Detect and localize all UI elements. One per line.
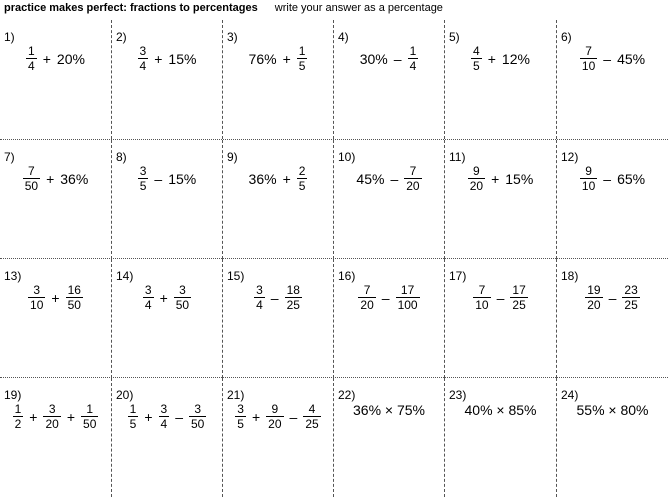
fraction-denominator: 4 — [409, 59, 417, 73]
fraction-numerator: 7 — [363, 283, 371, 297]
fraction-numerator: 4 — [473, 44, 480, 58]
fraction-numerator: 7 — [409, 164, 417, 178]
percentage-term: 15% — [168, 50, 197, 67]
operator: + — [154, 50, 163, 67]
fraction-numerator: 2 — [298, 164, 306, 178]
problem-expression — [445, 402, 556, 418]
operator: + — [29, 408, 38, 425]
fraction — [585, 283, 602, 312]
problem-expression — [223, 164, 333, 193]
operator: – — [390, 170, 399, 187]
problem-number: 4) — [338, 30, 349, 44]
fraction-denominator: 50 — [24, 179, 39, 193]
problem-cell — [556, 20, 668, 139]
fraction-numerator: 1 — [28, 44, 35, 58]
fraction-numerator: 9 — [585, 164, 592, 178]
fraction-numerator: 3 — [48, 402, 56, 416]
fraction-denominator: 2 — [14, 417, 22, 431]
percentage-term: 15% — [505, 170, 534, 187]
problem-expression — [445, 44, 556, 73]
fraction-denominator: 4 — [28, 59, 35, 73]
fraction-numerator: 17 — [400, 283, 415, 297]
problem-cell — [111, 20, 222, 139]
fraction-denominator: 100 — [397, 298, 418, 312]
problem-cell — [0, 378, 111, 497]
fraction-denominator: 4 — [144, 298, 152, 312]
fraction-denominator: 20 — [406, 179, 420, 193]
problem-expression — [445, 164, 556, 193]
fraction — [254, 283, 265, 312]
fraction — [174, 283, 191, 312]
percentage-term: 76% — [248, 50, 277, 67]
fraction-numerator: 3 — [160, 402, 168, 416]
fraction-denominator: 10 — [475, 298, 489, 312]
operator: + — [51, 289, 60, 306]
fraction-denominator: 4 — [160, 417, 168, 431]
problem-cell — [556, 140, 668, 259]
fraction-numerator: 1 — [409, 44, 417, 58]
operator: – — [608, 289, 617, 306]
fraction-denominator: 5 — [298, 59, 306, 73]
fraction-numerator: 9 — [473, 164, 480, 178]
percentage-term: 55% × 80% — [576, 402, 649, 418]
problem-number: 24) — [561, 388, 579, 402]
fraction-denominator: 10 — [581, 59, 596, 73]
problem-row — [0, 20, 668, 139]
problem-row — [0, 139, 668, 259]
operator: – — [270, 289, 279, 306]
problem-number: 11) — [449, 150, 466, 164]
percentage-term: 40% × 85% — [464, 402, 537, 418]
fraction-denominator: 10 — [30, 298, 44, 312]
percentage-term: 36% — [60, 170, 89, 187]
fraction — [138, 164, 149, 193]
fraction-numerator: 1 — [86, 402, 94, 416]
fraction-numerator: 3 — [237, 402, 244, 416]
fraction — [26, 44, 37, 73]
problem-number: 2) — [116, 30, 127, 44]
operator: + — [282, 170, 291, 187]
fraction-denominator: 10 — [581, 179, 596, 193]
problem-expression — [223, 44, 333, 73]
problem-number: 13) — [4, 269, 22, 283]
percentage-term: 12% — [501, 50, 530, 67]
problem-row — [0, 377, 668, 497]
operator: + — [66, 408, 76, 425]
problem-cell — [0, 259, 111, 378]
problem-expression — [334, 402, 444, 418]
fraction — [143, 283, 154, 312]
operator: + — [159, 289, 168, 306]
operator: + — [46, 170, 55, 187]
problem-number: 10) — [338, 150, 356, 164]
problem-expression — [223, 402, 333, 431]
problem-grid — [0, 20, 668, 497]
fraction — [622, 283, 639, 312]
fraction — [23, 164, 40, 193]
operator: + — [491, 170, 500, 187]
fraction-denominator: 50 — [191, 417, 205, 431]
worksheet-title: practice makes perfect: fractions to percentages — [4, 2, 258, 14]
fraction-denominator: 5 — [473, 59, 480, 73]
fraction-numerator: 19 — [587, 283, 601, 297]
problem-expression — [557, 402, 668, 418]
problem-cell — [333, 259, 444, 378]
fraction — [358, 283, 375, 312]
fraction-denominator: 5 — [129, 417, 137, 431]
fraction-denominator: 25 — [624, 298, 638, 312]
fraction — [189, 402, 206, 431]
problem-number: 5) — [449, 30, 460, 44]
fraction-numerator: 18 — [286, 283, 300, 297]
problem-cell — [444, 20, 556, 139]
fraction-numerator: 7 — [585, 44, 592, 58]
problem-cell — [111, 140, 222, 259]
operator: + — [42, 50, 51, 67]
problem-cell — [444, 140, 556, 259]
problem-expression — [557, 283, 668, 312]
fraction — [297, 164, 308, 193]
fraction-numerator: 1 — [129, 402, 137, 416]
worksheet-header — [4, 2, 443, 14]
operator: + — [144, 408, 153, 425]
fraction — [580, 164, 597, 193]
fraction — [468, 164, 485, 193]
problem-cell — [333, 140, 444, 259]
worksheet-instructions: write your answer as a percentage — [274, 2, 443, 14]
fraction — [266, 402, 283, 431]
fraction — [43, 402, 60, 431]
problem-cell — [0, 20, 111, 139]
fraction-numerator: 23 — [624, 283, 638, 297]
problem-cell — [556, 259, 668, 378]
percentage-term: 15% — [168, 170, 197, 187]
fraction-denominator: 4 — [139, 59, 147, 73]
fraction — [404, 164, 421, 193]
fraction-numerator: 7 — [28, 164, 35, 178]
problem-expression — [112, 283, 222, 312]
fraction-numerator: 3 — [139, 164, 147, 178]
fraction-denominator: 5 — [237, 417, 244, 431]
fraction — [580, 44, 597, 73]
fraction-numerator: 1 — [14, 402, 22, 416]
problem-expression — [0, 402, 111, 431]
problem-number: 9) — [227, 150, 238, 164]
problem-cell — [444, 259, 556, 378]
fraction-numerator: 3 — [256, 283, 263, 297]
fraction — [396, 283, 420, 312]
percentage-term: 20% — [56, 50, 85, 67]
fraction — [13, 402, 24, 431]
operator: – — [175, 408, 183, 425]
fraction-denominator: 50 — [83, 417, 97, 431]
operator: – — [603, 50, 612, 67]
fraction-denominator: 25 — [305, 417, 319, 431]
problem-expression — [223, 283, 333, 312]
operator: + — [251, 408, 261, 425]
problem-expression — [557, 44, 668, 73]
fraction — [138, 44, 149, 73]
problem-expression — [112, 402, 222, 431]
problem-expression — [112, 164, 222, 193]
problem-expression — [445, 283, 556, 312]
percentage-term: 65% — [617, 170, 646, 187]
fraction-denominator: 25 — [286, 298, 300, 312]
problem-number: 7) — [4, 150, 15, 164]
operator: – — [289, 408, 298, 425]
problem-cell — [222, 259, 333, 378]
fraction-numerator: 9 — [271, 402, 279, 416]
fraction-denominator: 20 — [360, 298, 374, 312]
fraction — [235, 402, 246, 431]
problem-expression — [0, 164, 111, 193]
fraction-numerator: 3 — [139, 44, 147, 58]
fraction-denominator: 20 — [45, 417, 59, 431]
operator: – — [496, 289, 505, 306]
problem-number: 22) — [338, 388, 356, 402]
fraction-numerator: 7 — [478, 283, 486, 297]
fraction-denominator: 20 — [268, 417, 282, 431]
fraction-numerator: 3 — [144, 283, 152, 297]
fraction — [303, 402, 320, 431]
percentage-term: 45% — [617, 50, 646, 67]
fraction-numerator: 1 — [298, 44, 306, 58]
fraction-denominator: 4 — [256, 298, 263, 312]
operator: + — [282, 50, 291, 67]
fraction — [81, 402, 98, 431]
problem-number: 23) — [449, 388, 467, 402]
fraction — [297, 44, 308, 73]
fraction — [473, 283, 490, 312]
fraction — [285, 283, 302, 312]
problem-cell — [333, 20, 444, 139]
fraction — [408, 44, 419, 73]
fraction-numerator: 3 — [33, 283, 41, 297]
problem-number: 8) — [116, 150, 127, 164]
fraction-numerator: 3 — [194, 402, 202, 416]
problem-cell — [333, 378, 444, 497]
problem-number: 1) — [4, 30, 15, 44]
fraction — [510, 283, 527, 312]
problem-number: 3) — [227, 30, 238, 44]
fraction-denominator: 20 — [587, 298, 601, 312]
problem-expression — [334, 44, 444, 73]
problem-row — [0, 258, 668, 378]
operator: – — [381, 289, 390, 306]
problem-expression — [0, 44, 111, 73]
problem-number: 15) — [227, 269, 245, 283]
fraction-denominator: 20 — [469, 179, 484, 193]
problem-number: 16) — [338, 269, 356, 283]
problem-number: 14) — [116, 269, 134, 283]
problem-number: 18) — [561, 269, 579, 283]
fraction-numerator: 16 — [67, 283, 81, 297]
fraction — [28, 283, 45, 312]
fraction — [471, 44, 482, 73]
problem-expression — [0, 283, 111, 312]
fraction-numerator: 4 — [308, 402, 316, 416]
fraction-denominator: 25 — [512, 298, 526, 312]
operator: – — [393, 50, 402, 67]
problem-number: 20) — [116, 388, 134, 402]
problem-expression — [112, 44, 222, 73]
fraction — [66, 283, 83, 312]
problem-expression — [334, 164, 444, 193]
fraction — [128, 402, 139, 431]
operator: – — [603, 170, 612, 187]
percentage-term: 36% × 75% — [353, 402, 425, 418]
fraction-denominator: 50 — [67, 298, 81, 312]
problem-cell — [222, 20, 333, 139]
problem-number: 19) — [4, 388, 22, 402]
percentage-term: 30% — [359, 50, 388, 67]
problem-cell — [222, 140, 333, 259]
fraction-denominator: 50 — [175, 298, 190, 312]
problem-number: 12) — [561, 150, 579, 164]
problem-cell — [556, 378, 668, 497]
operator: + — [487, 50, 496, 67]
fraction-denominator: 5 — [298, 179, 306, 193]
fraction — [159, 402, 170, 431]
problem-cell — [444, 378, 556, 497]
problem-expression — [557, 164, 668, 193]
problem-cell — [0, 140, 111, 259]
problem-cell — [111, 378, 222, 497]
problem-cell — [222, 378, 333, 497]
operator: – — [154, 170, 163, 187]
percentage-term: 45% — [356, 170, 385, 187]
problem-expression — [334, 283, 444, 312]
fraction-numerator: 3 — [179, 283, 186, 297]
percentage-term: 36% — [248, 170, 277, 187]
fraction-numerator: 17 — [512, 283, 526, 297]
problem-number: 17) — [449, 269, 467, 283]
problem-number: 21) — [227, 388, 245, 402]
fraction-denominator: 5 — [139, 179, 147, 193]
problem-cell — [111, 259, 222, 378]
problem-number: 6) — [561, 30, 572, 44]
